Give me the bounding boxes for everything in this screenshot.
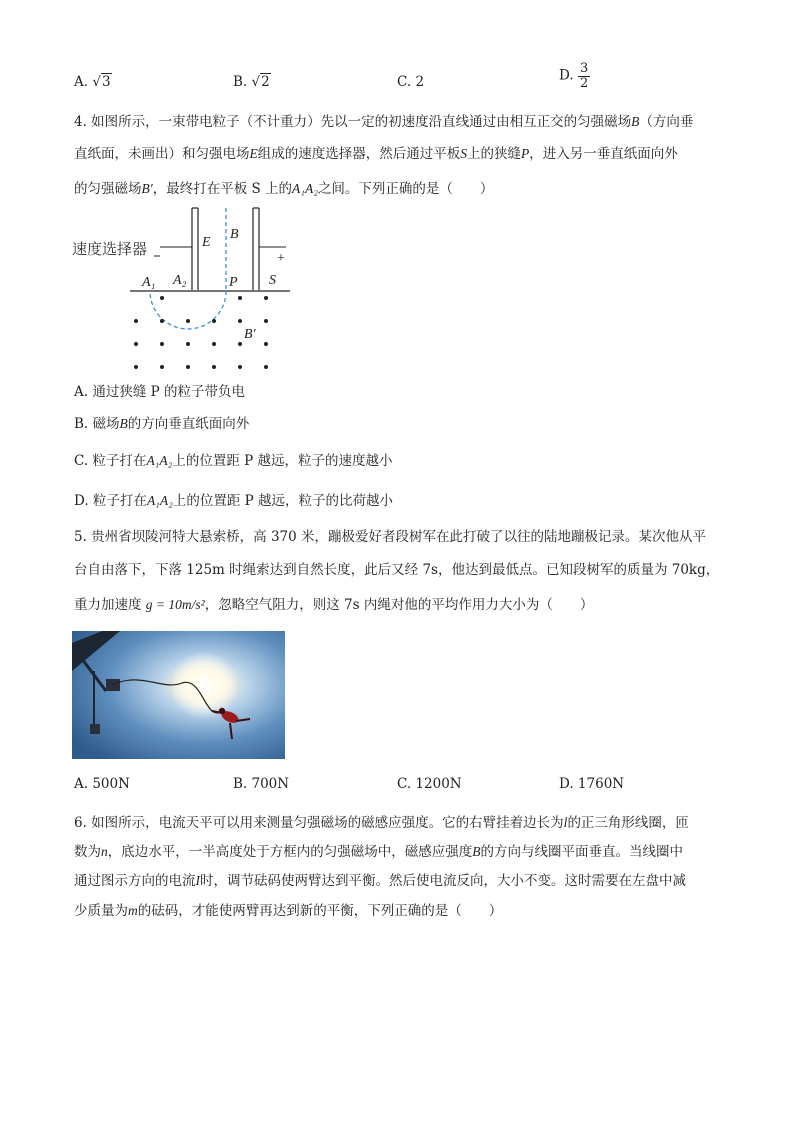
field-dot <box>134 342 138 346</box>
text: （方向垂 <box>639 114 694 130</box>
text: 上的位置距 P 越远，粒子的比荷越小 <box>172 493 393 509</box>
q5-option-a <box>74 776 130 792</box>
symbol: n <box>101 844 108 859</box>
q4-option-a <box>74 380 245 400</box>
text: 的正三角形线圈，匝 <box>567 815 689 831</box>
q3-option-d <box>559 62 590 90</box>
option-label: D. <box>559 67 574 84</box>
text: C. 粒子打在 <box>74 453 147 469</box>
label-e: E <box>202 235 211 250</box>
radicand: 2 <box>261 74 270 90</box>
text: 的砝码，才能使两臂再达到新的平衡，下列正确的是（ ） <box>137 903 503 919</box>
text: 的方向与线圈平面垂直。当线圈中 <box>480 844 683 860</box>
symbol: S <box>460 146 467 161</box>
text: 通过图示方向的电流 <box>74 873 196 889</box>
symbol: I <box>195 873 200 888</box>
field-dot <box>264 342 268 346</box>
text: 5. 贵州省坝陵河特大悬索桥，高 370 米，蹦极爱好者段树军在此打破了以往的陆地蹦极记录。某次他从平 <box>74 529 707 545</box>
text: C. 1200N <box>397 776 462 792</box>
text: B. 磁场 <box>74 416 120 432</box>
field-dot <box>212 319 216 323</box>
sqrt-expression: √3 <box>92 74 111 90</box>
text: 之间。下列正确的是（ ） <box>317 181 494 197</box>
option-label: B. <box>233 74 248 90</box>
field-dot <box>264 319 268 323</box>
field-dot <box>186 319 190 323</box>
text: D. 1760N <box>559 776 625 792</box>
sqrt-expression: √2 <box>251 74 270 90</box>
field-dot <box>186 342 190 346</box>
option-value: 2 <box>415 74 425 90</box>
label-a1: A₁ <box>142 275 156 290</box>
label-a2: A₂ <box>173 273 187 288</box>
text: 的匀强磁场 <box>74 181 142 197</box>
symbol: A₁A₂ <box>146 493 173 508</box>
symbol: A₁A₂ <box>292 181 318 196</box>
symbol: B <box>119 416 128 431</box>
symbol: B <box>631 114 640 129</box>
option-label: A. <box>74 74 89 90</box>
text: ，忽略空气阻力，则这 7s 内绳对他的平均作用力大小为（ ） <box>204 597 594 613</box>
field-dot <box>212 365 216 369</box>
radicand: 3 <box>101 74 111 90</box>
text: 直纸面，未画出）和匀强电场 <box>74 146 250 162</box>
option-label: C. <box>397 74 412 90</box>
field-dot <box>186 365 190 369</box>
q5-option-d <box>559 776 624 792</box>
text: 的方向垂直纸面向外 <box>127 416 250 432</box>
q3-option-c <box>397 74 424 90</box>
symbol: B′ <box>141 181 153 196</box>
text: ，最终打在平板 S 上的 <box>152 181 293 197</box>
q4-stem-line-1 <box>74 110 693 130</box>
symbol: l <box>563 815 568 830</box>
text: 上的狭缝 <box>467 146 521 162</box>
fraction <box>578 62 590 90</box>
field-dot <box>238 365 242 369</box>
q5-stem-line-3 <box>74 593 593 613</box>
label-plus: + <box>277 251 285 266</box>
text: ，底边水平，一半高度处于方框内的匀强磁场中，磁感应强度 <box>107 844 473 860</box>
label-b-prime: B′ <box>244 327 256 342</box>
field-dot <box>212 342 216 346</box>
crane-box <box>90 724 100 734</box>
q5-option-b <box>233 776 289 792</box>
field-dot <box>264 296 268 300</box>
q3-option-a <box>74 74 112 90</box>
formula: g = 10m/s² <box>145 597 205 612</box>
bungee-photo-art <box>72 631 285 759</box>
field-dot <box>160 296 164 300</box>
label-b: B <box>230 227 239 242</box>
label-selector: 速度选择器 <box>72 240 148 258</box>
q5-stem-line-1 <box>74 525 706 545</box>
q3-option-b <box>233 74 271 90</box>
field-dot <box>134 365 138 369</box>
label-p: P <box>229 275 238 290</box>
field-dot <box>160 342 164 346</box>
text: 4. 如图所示，一束带电粒子（不计重力）先以一定的初速度沿直线通过由相互正交的匀强磁场 <box>74 114 632 130</box>
q4-option-b <box>74 412 249 432</box>
symbol: P <box>521 146 530 161</box>
bungee-photo <box>72 631 285 759</box>
q6-stem-line-4 <box>74 899 502 919</box>
q4-option-d <box>74 489 393 509</box>
numerator: 3 <box>579 61 589 76</box>
text: 台自由落下，下落 125m 时绳索达到自然长度，此后又经 7s，他达到最低点。已知段树军的质量为 70kg， <box>74 562 720 578</box>
text: ，进入另一垂直纸面向外 <box>529 146 678 162</box>
symbol: E <box>249 146 258 161</box>
field-dot <box>264 365 268 369</box>
q5-stem-line-2 <box>74 558 719 578</box>
field-dot <box>238 342 242 346</box>
label-s: S <box>269 273 276 288</box>
q4-stem-line-2 <box>74 142 678 162</box>
sun <box>170 651 238 719</box>
q5-option-c <box>397 776 462 792</box>
field-dot <box>160 365 164 369</box>
velocity-selector-diagram <box>68 200 308 378</box>
text: 重力加速度 <box>74 597 142 613</box>
q4-option-c <box>74 449 393 469</box>
symbol: B <box>472 844 481 859</box>
text: 6. 如图所示，电流天平可以用来测量匀强磁场的磁感应强度。它的右臂挂着边长为 <box>74 815 564 831</box>
text: D. 粒子打在 <box>74 493 147 509</box>
symbol: A₁A₂ <box>146 453 173 468</box>
text: 时，调节砝码使两臂达到平衡。然后使电流反向，大小不变。这时需要在左盘中减 <box>200 873 686 889</box>
q6-stem-line-1 <box>74 811 689 831</box>
field-dot <box>134 319 138 323</box>
field-dot <box>238 319 242 323</box>
text: A. 通过狭缝 P 的粒子带负电 <box>74 384 245 400</box>
q4-stem-line-3 <box>74 177 493 197</box>
text: 上的位置距 P 越远，粒子的速度越小 <box>172 453 393 469</box>
text: 组成的速度选择器，然后通过平板 <box>257 146 461 162</box>
q6-stem-line-3 <box>74 869 686 889</box>
text: A. 500N <box>74 776 130 792</box>
text: 数为 <box>74 844 101 860</box>
text: B. 700N <box>233 776 290 792</box>
field-dot <box>238 296 242 300</box>
text: 少质量为 <box>74 903 128 919</box>
denominator: 2 <box>579 75 589 91</box>
symbol: m <box>128 903 138 918</box>
q6-stem-line-2 <box>74 840 683 860</box>
field-dot <box>160 319 164 323</box>
